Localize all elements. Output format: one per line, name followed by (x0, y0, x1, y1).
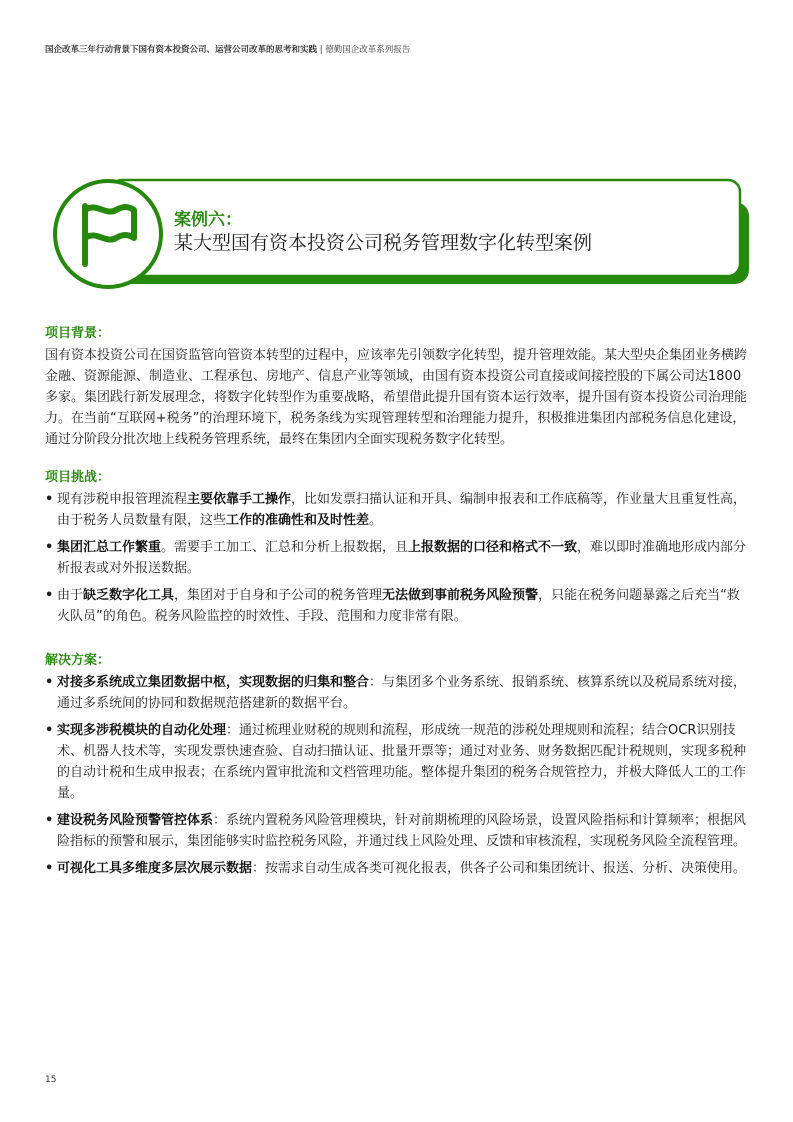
list-item: • 对接多系统成立集团数据中枢，实现数据的归集和整合：与集团多个业务系统、报销系统、核算系统以及税局系统对接，通过多系统间的协同和数据规范搭建新的数据平台。 (45, 672, 750, 714)
header-separator: | (319, 45, 323, 55)
challenges-list (45, 489, 750, 627)
list-item: • 可视化工具多维度多层次展示数据：按需求自动生成各类可视化报表，供各子公司和集团统计、报送、分析、决策使用。 (45, 858, 750, 879)
background-heading: 项目背景： (45, 326, 111, 341)
header-series: 德勤国企改革系列报告 (325, 45, 411, 55)
solutions-heading: 解决方案： (45, 653, 111, 668)
background-text: 国有资本投资公司在国资监管向管资本转型的过程中，应该率先引领数字化转型，提升管理效能。某大型央企集团业务横跨金融、资源能源、制造业、工程承包、房地产、信息产业等领域，由国有资本投资公司直接或间接控股的下属公司达1800多家。集团践行新发展理念，将数字化转型作为重要战略，希望借此提升国有资本运行效率，提升国有资本投资公司治理能力。在当前“互联网+税务”的治理环境下，税务条线为实现管理转型和治理能力提升，积极推进集团内部税务信息化建设，通过分阶段分批次地上线税务管理系统，最终在集团内全面实现税务数字化转型。 (45, 348, 748, 447)
header-title: 国企改革三年行动背景下国有资本投资公司、运营公司改革的思考和实践 (45, 45, 318, 55)
case-label: 案例六： (174, 210, 242, 230)
challenges-heading: 项目挑战： (45, 470, 111, 485)
solutions-list (45, 672, 750, 879)
main-content (45, 322, 750, 885)
page-number: 15 (45, 1075, 57, 1085)
list-item: • 建设税务风险预警管控体系：系统内置税务风险管理模块，针对前期梳理的风险场景，设置风险指标和计算频率；根据风险指标的预警和展示，集团能够实时监控税务风险，并通过线上风险处理、反馈和审核流程，实现税务风险全流程管理。 (45, 810, 750, 852)
icon-ring (55, 181, 161, 287)
list-item: • 集团汇总工作繁重。需要手工加工、汇总和分析上报数据，且上报数据的口径和格式不一致，难以即时准确地形成内部分析报表或对外报送数据。 (45, 537, 750, 579)
page-header (45, 43, 410, 55)
list-item: • 由于缺乏数字化工具，集团对于自身和子公司的税务管理无法做到事前税务风险预警，只能在税务问题暴露之后充当“救火队员”的角色。税务风险监控的时效性、手段、范围和力度非常有限。 (45, 585, 750, 627)
case-title: 某大型国有资本投资公司税务管理数字化转型案例 (174, 232, 593, 254)
list-item: • 实现多涉税模块的自动化处理：通过梳理业财税的规则和流程，形成统一规范的涉税处理规则和流程；结合OCR识别技术、机器人技术等，实现发票快速查验、自动扫描认证、批量开票等；通过对业务、财务数据匹配计税规则，实现多税种的自动计税和生成申报表；在系统内置审批流和文档管理功能。整体提升集团的税务合规管控力，并极大降低人工的工作量。 (45, 720, 750, 804)
list-item: • 现有涉税申报管理流程主要依靠手工操作，比如发票扫描认证和开具、编制申报表和工作底稿等，作业量大且重复性高，由于税务人员数量有限，这些工作的准确性和及时性差。 (45, 489, 750, 531)
